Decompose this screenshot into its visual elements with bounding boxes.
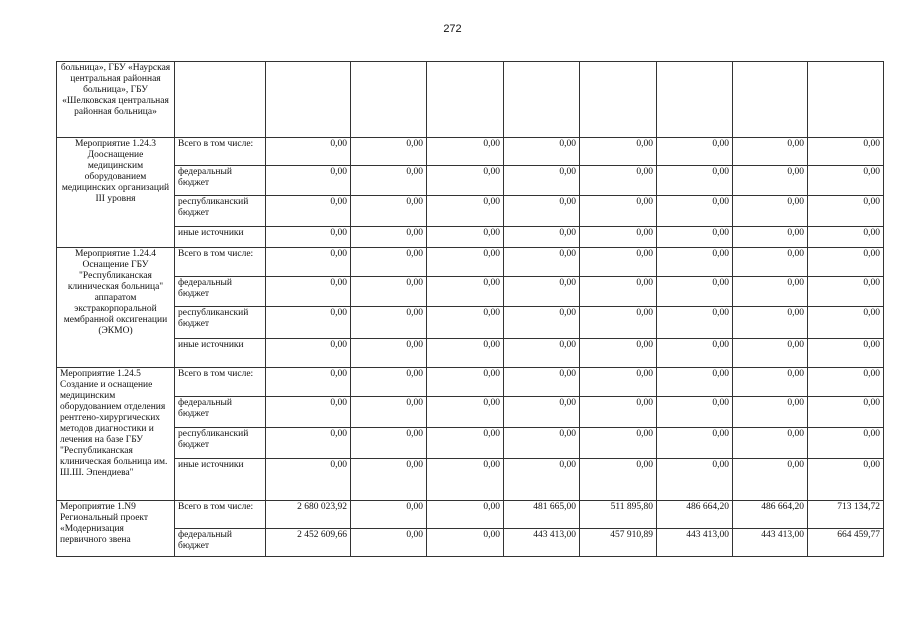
amount-cell: 0,00: [657, 397, 733, 428]
amount-cell: 0,00: [351, 307, 427, 339]
table-row: [57, 227, 884, 248]
amount-cell: 0,00: [266, 368, 351, 397]
measure-cell: Мероприятие 1.24.3 Дооснащение медицинским оборудованием медицинских организаций III уровня: [57, 138, 175, 248]
amount-cell: 0,00: [808, 459, 884, 501]
amount-cell: 0,00: [808, 227, 884, 248]
amount-cell: 0,00: [351, 277, 427, 307]
amount-cell: 0,00: [657, 166, 733, 196]
table-body: [57, 62, 884, 557]
amount-cell: 664 459,77: [808, 529, 884, 557]
amount-cell: 0,00: [266, 307, 351, 339]
amount-cell: 0,00: [580, 248, 657, 277]
funding-source-cell: Всего в том числе:: [175, 138, 266, 166]
funding-source-cell: федеральный бюджет: [175, 166, 266, 196]
amount-cell: 0,00: [351, 501, 427, 529]
funding-source-cell: федеральный бюджет: [175, 529, 266, 557]
amount-cell: 0,00: [657, 277, 733, 307]
funding-source-cell: республиканский бюджет: [175, 428, 266, 459]
amount-cell: 0,00: [504, 277, 580, 307]
amount-cell: 0,00: [657, 368, 733, 397]
amount-cell: 0,00: [266, 339, 351, 368]
amount-cell: 0,00: [427, 227, 504, 248]
amount-cell: 0,00: [427, 339, 504, 368]
amount-cell: 0,00: [504, 196, 580, 227]
funding-source-cell: республиканский бюджет: [175, 196, 266, 227]
amount-cell: 0,00: [808, 397, 884, 428]
table-row: [57, 277, 884, 307]
amount-cell: 0,00: [427, 138, 504, 166]
amount-cell: 0,00: [351, 138, 427, 166]
amount-cell: 0,00: [504, 227, 580, 248]
funding-source-cell: иные источники: [175, 227, 266, 248]
amount-cell: 2 680 023,92: [266, 501, 351, 529]
amount-cell: 0,00: [351, 368, 427, 397]
amount-cell: [266, 62, 351, 138]
amount-cell: 0,00: [504, 428, 580, 459]
table-row: [57, 428, 884, 459]
amount-cell: 0,00: [504, 459, 580, 501]
amount-cell: [657, 62, 733, 138]
funding-source-cell: федеральный бюджет: [175, 277, 266, 307]
budget-table: [56, 61, 884, 557]
amount-cell: 0,00: [427, 196, 504, 227]
table-row: [57, 529, 884, 557]
funding-source-cell: иные источники: [175, 339, 266, 368]
amount-cell: 0,00: [351, 227, 427, 248]
amount-cell: 0,00: [733, 459, 808, 501]
amount-cell: 0,00: [808, 138, 884, 166]
amount-cell: 0,00: [733, 397, 808, 428]
amount-cell: 0,00: [733, 339, 808, 368]
amount-cell: 457 910,89: [580, 529, 657, 557]
amount-cell: 0,00: [266, 138, 351, 166]
amount-cell: 0,00: [351, 397, 427, 428]
amount-cell: [808, 62, 884, 138]
amount-cell: 0,00: [504, 307, 580, 339]
amount-cell: 0,00: [657, 459, 733, 501]
amount-cell: 0,00: [266, 277, 351, 307]
amount-cell: 0,00: [351, 459, 427, 501]
amount-cell: 0,00: [427, 459, 504, 501]
amount-cell: [580, 62, 657, 138]
amount-cell: 0,00: [504, 248, 580, 277]
amount-cell: 0,00: [504, 166, 580, 196]
amount-cell: 0,00: [351, 166, 427, 196]
table-row: [57, 138, 884, 166]
amount-cell: 443 413,00: [657, 529, 733, 557]
amount-cell: 0,00: [733, 166, 808, 196]
table-row: [57, 166, 884, 196]
amount-cell: 0,00: [427, 397, 504, 428]
measure-cell: Мероприятие 1.24.4 Оснащение ГБУ "Республиканская клиническая больница" аппаратом экстракорпоральной мембранной оксигенации (ЭКМО): [57, 248, 175, 368]
amount-cell: 0,00: [657, 138, 733, 166]
amount-cell: 0,00: [351, 248, 427, 277]
amount-cell: 0,00: [427, 428, 504, 459]
funding-source-cell: федеральный бюджет: [175, 397, 266, 428]
amount-cell: 0,00: [657, 248, 733, 277]
amount-cell: [733, 62, 808, 138]
table-row: [57, 339, 884, 368]
amount-cell: 0,00: [427, 529, 504, 557]
table-row: [57, 62, 884, 138]
amount-cell: [427, 62, 504, 138]
amount-cell: 0,00: [733, 138, 808, 166]
amount-cell: 0,00: [580, 397, 657, 428]
amount-cell: 0,00: [427, 248, 504, 277]
amount-cell: 0,00: [266, 248, 351, 277]
table-row: [57, 196, 884, 227]
amount-cell: 0,00: [580, 166, 657, 196]
amount-cell: 0,00: [580, 368, 657, 397]
amount-cell: 0,00: [808, 166, 884, 196]
amount-cell: 0,00: [580, 339, 657, 368]
amount-cell: 0,00: [657, 428, 733, 459]
amount-cell: 0,00: [266, 459, 351, 501]
amount-cell: 0,00: [351, 196, 427, 227]
page-number: 272: [443, 23, 462, 35]
amount-cell: 0,00: [504, 368, 580, 397]
amount-cell: 0,00: [427, 501, 504, 529]
amount-cell: 0,00: [808, 428, 884, 459]
amount-cell: 0,00: [657, 227, 733, 248]
amount-cell: [351, 62, 427, 138]
amount-cell: 0,00: [808, 368, 884, 397]
amount-cell: 713 134,72: [808, 501, 884, 529]
amount-cell: 0,00: [580, 138, 657, 166]
amount-cell: 0,00: [351, 529, 427, 557]
funding-source-cell: Всего в том числе:: [175, 248, 266, 277]
amount-cell: 511 895,80: [580, 501, 657, 529]
amount-cell: 0,00: [427, 277, 504, 307]
amount-cell: 0,00: [427, 166, 504, 196]
amount-cell: 0,00: [266, 227, 351, 248]
amount-cell: 0,00: [504, 138, 580, 166]
amount-cell: 0,00: [580, 277, 657, 307]
amount-cell: 0,00: [504, 339, 580, 368]
amount-cell: 0,00: [733, 196, 808, 227]
amount-cell: 0,00: [504, 397, 580, 428]
amount-cell: 0,00: [580, 459, 657, 501]
amount-cell: 486 664,20: [657, 501, 733, 529]
amount-cell: 2 452 609,66: [266, 529, 351, 557]
amount-cell: 0,00: [266, 397, 351, 428]
table-row: [57, 368, 884, 397]
amount-cell: 0,00: [733, 307, 808, 339]
table-row: [57, 397, 884, 428]
amount-cell: 0,00: [808, 277, 884, 307]
amount-cell: 0,00: [657, 196, 733, 227]
measure-cell: больница», ГБУ «Наурская центральная районная больница», ГБУ «Шелковская центральная районная больница»: [57, 62, 175, 138]
amount-cell: 0,00: [580, 196, 657, 227]
amount-cell: 443 413,00: [733, 529, 808, 557]
measure-cell: Мероприятие 1.N9 Региональный проект «Модернизация первичного звена: [57, 501, 175, 557]
table-row: [57, 248, 884, 277]
amount-cell: 443 413,00: [504, 529, 580, 557]
table-row: [57, 307, 884, 339]
funding-source-cell: республиканский бюджет: [175, 307, 266, 339]
amount-cell: 0,00: [808, 307, 884, 339]
amount-cell: 0,00: [427, 368, 504, 397]
amount-cell: 0,00: [808, 196, 884, 227]
amount-cell: 486 664,20: [733, 501, 808, 529]
amount-cell: 0,00: [266, 166, 351, 196]
amount-cell: 0,00: [427, 307, 504, 339]
table-row: [57, 459, 884, 501]
amount-cell: 0,00: [351, 339, 427, 368]
amount-cell: 0,00: [733, 368, 808, 397]
amount-cell: 0,00: [266, 196, 351, 227]
amount-cell: 0,00: [580, 227, 657, 248]
amount-cell: 0,00: [657, 307, 733, 339]
amount-cell: 0,00: [580, 307, 657, 339]
amount-cell: 0,00: [266, 428, 351, 459]
table-row: [57, 501, 884, 529]
amount-cell: 0,00: [580, 428, 657, 459]
measure-cell: Мероприятие 1.24.5 Создание и оснащение медицинским оборудованием отделения рентгено-хирургических методов диагностики и лечения на базе ГБУ "Республиканская клиническая больница им. Ш.Ш. Эпендиева": [57, 368, 175, 501]
amount-cell: [504, 62, 580, 138]
funding-source-cell: Всего в том числе:: [175, 368, 266, 397]
amount-cell: 0,00: [808, 339, 884, 368]
amount-cell: 0,00: [733, 277, 808, 307]
amount-cell: 0,00: [733, 428, 808, 459]
funding-source-cell: [175, 62, 266, 138]
amount-cell: 0,00: [657, 339, 733, 368]
amount-cell: 481 665,00: [504, 501, 580, 529]
amount-cell: 0,00: [733, 248, 808, 277]
funding-source-cell: иные источники: [175, 459, 266, 501]
funding-source-cell: Всего в том числе:: [175, 501, 266, 529]
amount-cell: 0,00: [733, 227, 808, 248]
amount-cell: 0,00: [808, 248, 884, 277]
amount-cell: 0,00: [351, 428, 427, 459]
